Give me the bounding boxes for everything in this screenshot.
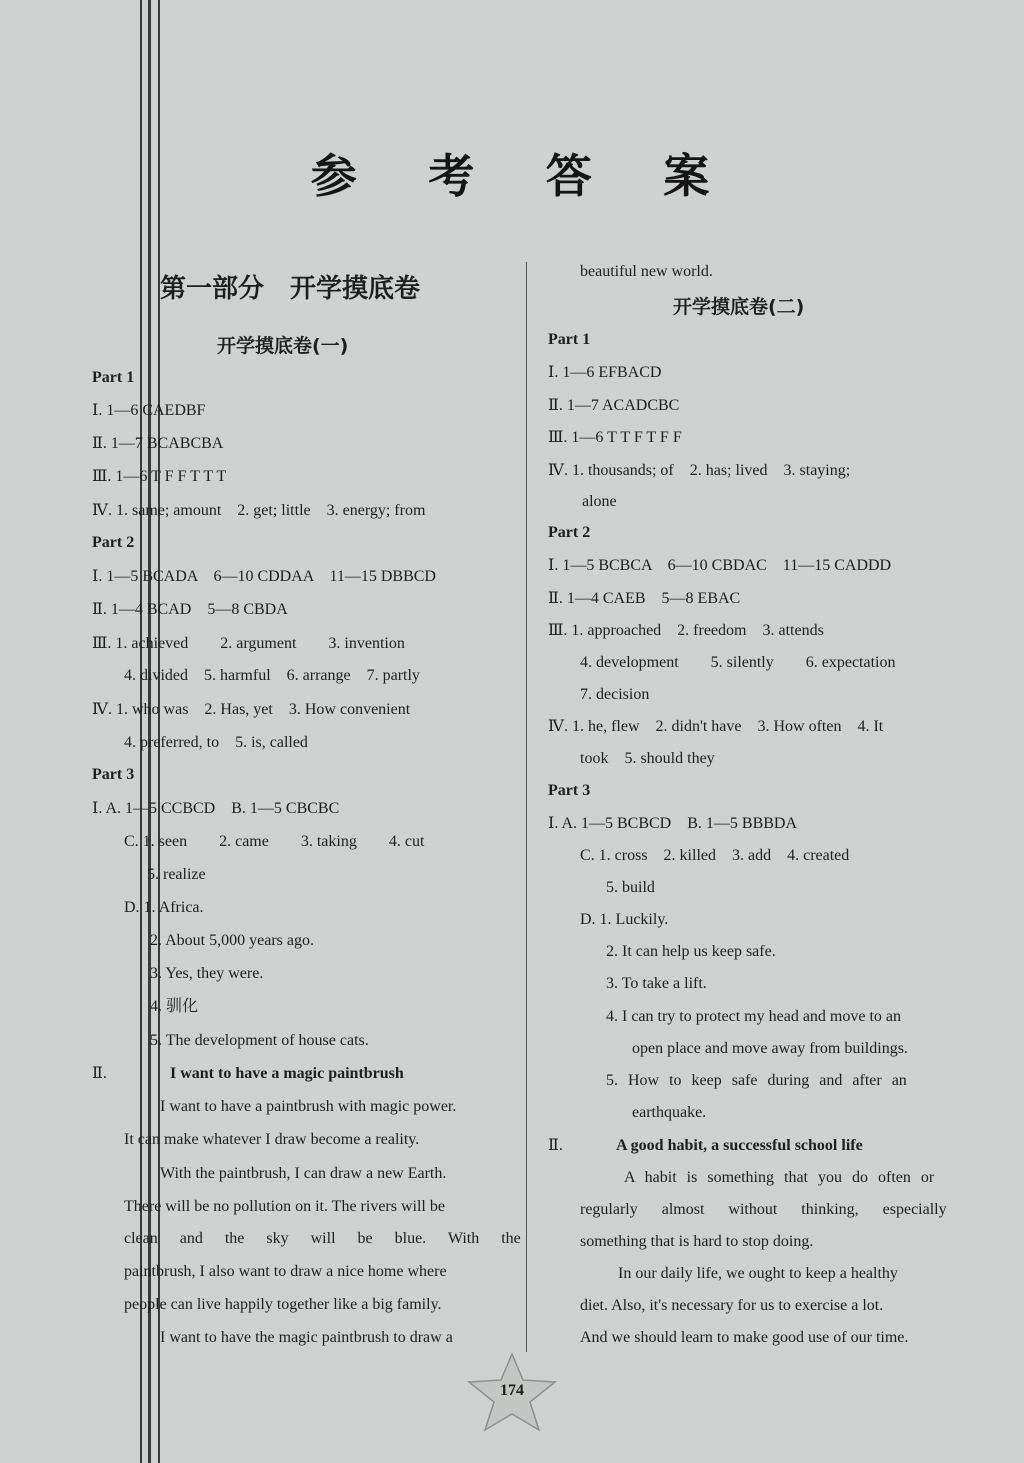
answer-line: Ⅲ. 1. achieved 2. argument 3. invention [92,635,405,652]
part-label: Part 3 [548,782,591,799]
part-heading: 第一部分 开学摸底卷 [160,274,421,304]
answer-line: D. 1. Luckily. [580,911,669,928]
answer-line: 5. build [606,879,655,896]
answer-line: Ⅳ. 1. he, flew 2. didn't have 3. How often 4. It [548,718,884,735]
essay-line: I want to have a paintbrush with magic power. [160,1098,457,1115]
part-label: Part 3 [92,766,135,783]
answer-line: Ⅱ. 1—7 BCABCBA [92,435,224,452]
answer-line: Ⅱ. 1—4 CAEB 5—8 EBAC [548,590,741,607]
answer-line: 5. The development of house cats. [150,1032,369,1049]
answer-line: 4. preferred, to 5. is, called [124,734,308,751]
answer-line: open place and move away from buildings. [632,1040,908,1057]
essay-line: paintbrush, I also want to draw a nice home where [124,1263,447,1280]
answer-line: Ⅰ. 1—5 BCADA 6—10 CDDAA 11—15 DBBCD [92,568,436,585]
section-label: Ⅱ. [548,1137,563,1154]
essay-line: something that is hard to stop doing. [580,1233,814,1250]
answer-line: 2. It can help us keep safe. [606,943,776,960]
essay-line: I want to have the magic paintbrush to draw a [160,1329,453,1346]
answer-line: 4. 驯化 [150,998,199,1015]
answer-line: 3. Yes, they were. [150,965,264,982]
answer-line: Ⅱ. 1—4 BCAD 5—8 CBDA [92,601,288,618]
page-title: 参 考 答 案 [310,151,740,202]
answer-line: C. 1. seen 2. came 3. taking 4. cut [124,833,425,850]
answer-line: Ⅳ. 1. thousands; of 2. has; lived 3. staying; [548,462,851,479]
essay-line: In our daily life, we ought to keep a healthy [618,1265,898,1282]
section-heading: 开学摸底卷(二) [673,296,805,318]
part-label: Part 1 [548,331,591,348]
answer-line: earthquake. [632,1104,707,1121]
answer-line: 4. development 5. silently 6. expectation [580,654,896,671]
answer-line: 5. How to keep safe during and after an [606,1072,907,1089]
answer-line: 4. I can try to protect my head and move to an [606,1008,902,1025]
answer-line: 4. divided 5. harmful 6. arrange 7. partly [124,667,420,684]
essay-title: A good habit, a successful school life [616,1137,863,1154]
answer-line: Ⅰ. 1—5 BCBCA 6—10 CBDAC 11—15 CADDD [548,557,892,574]
answer-line: Ⅲ. 1. approached 2. freedom 3. attends [548,622,824,639]
section-heading: 开学摸底卷(一) [217,335,349,357]
page-number-badge [465,1352,559,1432]
answer-line: Ⅱ. 1—7 ACADCBC [548,397,680,414]
essay-line: It can make whatever I draw become a reality. [124,1131,420,1148]
answer-line: Ⅰ. 1—6 EFBACD [548,364,662,381]
part-label: Part 2 [548,524,591,541]
page-number: 174 [500,1382,524,1399]
answer-line: 3. To take a lift. [606,975,707,992]
essay-line: clean and the sky will be blue. With the [124,1230,521,1247]
essay-title: I want to have a magic paintbrush [170,1065,404,1082]
answer-line: alone [582,493,617,510]
answer-line: Ⅰ. 1—6 CAEDBF [92,402,206,419]
answer-line: Ⅰ. A. 1—5 BCBCD B. 1—5 BBBDA [548,815,798,832]
answer-line: 7. decision [580,686,650,703]
answer-line: took 5. should they [580,750,715,767]
answer-line: Ⅰ. A. 1—5 CCBCD B. 1—5 CBCBC [92,800,340,817]
part-label: Part 2 [92,534,135,551]
essay-line: A habit is something that you do often or [624,1169,935,1186]
part-label: Part 1 [92,369,135,386]
essay-line: With the paintbrush, I can draw a new Earth. [160,1165,447,1182]
essay-line: diet. Also, it's necessary for us to exercise a lot. [580,1297,884,1314]
answer-line: 5. realize [147,866,206,883]
answer-line: Ⅲ. 1—6 T F F T T T [92,468,227,485]
answer-line: 2. About 5,000 years ago. [150,932,314,949]
section-label: Ⅱ. [92,1065,107,1082]
essay-continuation: beautiful new world. [580,263,713,280]
answer-line: Ⅲ. 1—6 T T F T F F [548,429,682,446]
essay-line: There will be no pollution on it. The rivers will be [124,1198,445,1215]
essay-line: people can live happily together like a big family. [124,1296,442,1313]
answer-line: C. 1. cross 2. killed 3. add 4. created [580,847,850,864]
answer-line: Ⅳ. 1. who was 2. Has, yet 3. How convenient [92,701,411,718]
column-divider [526,262,527,1352]
answer-line: Ⅳ. 1. same; amount 2. get; little 3. energy; from [92,502,426,519]
essay-line: And we should learn to make good use of our time. [580,1329,909,1346]
essay-line: regularly almost without thinking, especially [580,1201,947,1218]
answer-line: D. 1. Africa. [124,899,204,916]
